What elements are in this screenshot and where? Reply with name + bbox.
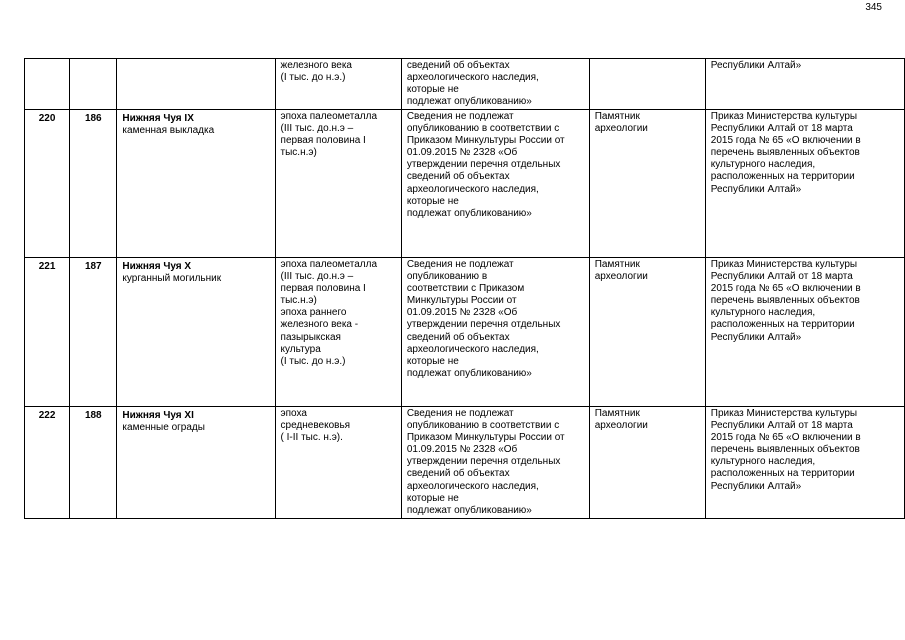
info-cell: сведений об объектах археологического наследия, которые не подлежат опубликованию» [401, 59, 589, 110]
reg-cell: 188 [70, 407, 117, 519]
page-number: 345 [865, 2, 882, 13]
category-cell [589, 59, 705, 110]
doc-cell: Республики Алтай» [705, 59, 904, 110]
object-name: Нижняя Чуя X [122, 261, 192, 272]
period-cell: эпоха палеометалла (III тыс. до.н.э – первая половина I тыс.н.э) [275, 110, 401, 258]
num-cell [25, 59, 70, 110]
object-type: каменные ограды [122, 422, 205, 434]
num-cell: 220 [25, 110, 70, 258]
period-cell: эпоха палеометалла (III тыс. до.н.э – первая половина I тыс.н.э) эпоха раннего железного века - пазырыкская культура (I тыс. до н.э.) [275, 258, 401, 407]
name-cell [117, 407, 275, 519]
category-cell: Памятник археологии [589, 110, 705, 258]
heritage-objects-table [24, 58, 905, 519]
category-cell: Памятник археологии [589, 407, 705, 519]
name-cell [117, 59, 275, 110]
info-cell: Сведения не подлежат опубликованию в соответствии с Приказом Минкультуры России от 01.09.2015 № 2328 «Об утверждении перечня отдельных сведений об объектах археологического наследия, которые не подлежат опубликованию» [401, 110, 589, 258]
name-cell [117, 258, 275, 407]
table-row [25, 258, 905, 407]
info-cell: Сведения не подлежат опубликованию в соответствии с Приказом Минкультуры России от 01.09.2015 № 2328 «Об утверждении перечня отдельных сведений об объектах археологического наследия, которые не подлежат опубликованию» [401, 407, 589, 519]
num-cell: 222 [25, 407, 70, 519]
period-cell: железного века (I тыс. до н.э.) [275, 59, 401, 110]
doc-cell: Приказ Министерства культуры Республики Алтай от 18 марта 2015 года № 65 «О включении в перечень выявленных объектов культурного наследия, расположенных на территории Республики Алтай» [705, 110, 904, 258]
doc-cell: Приказ Министерства культуры Республики Алтай от 18 марта 2015 года № 65 «О включении в перечень выявленных объектов культурного наследия, расположенных на территории Республики Алтай» [705, 258, 904, 407]
reg-cell: 187 [70, 258, 117, 407]
table-row-continued [25, 59, 905, 110]
table-row [25, 407, 905, 519]
object-name: Нижняя Чуя IX [122, 113, 194, 124]
object-type: курганный могильник [122, 273, 222, 285]
object-type: каменная выкладка [122, 125, 215, 137]
doc-cell: Приказ Министерства культуры Республики Алтай от 18 марта 2015 года № 65 «О включении в перечень выявленных объектов культурного наследия, расположенных на территории Республики Алтай» [705, 407, 904, 519]
reg-cell: 186 [70, 110, 117, 258]
info-cell: Сведения не подлежат опубликованию в соответствии с Приказом Минкультуры России от 01.09.2015 № 2328 «Об утверждении перечня отдельных сведений об объектах археологического наследия, которые не подлежат опубликованию» [401, 258, 589, 407]
name-cell [117, 110, 275, 258]
object-name: Нижняя Чуя XI [122, 410, 194, 421]
category-cell: Памятник археологии [589, 258, 705, 407]
reg-cell [70, 59, 117, 110]
table-row [25, 110, 905, 258]
period-cell: эпоха средневековья ( I-II тыс. н.э). [275, 407, 401, 519]
num-cell: 221 [25, 258, 70, 407]
